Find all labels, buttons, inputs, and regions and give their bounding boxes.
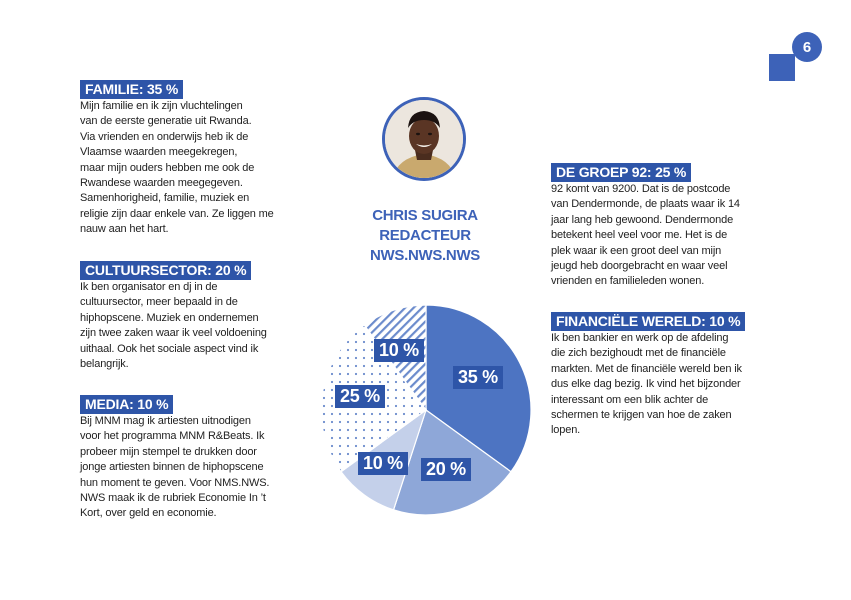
pie-slice-label: 25 % [335, 385, 385, 408]
pie-slice-label: 10 % [358, 452, 408, 475]
profile-org: NWS.NWS.NWS [369, 247, 481, 264]
pie-chart [320, 298, 540, 520]
section-title: FAMILIE: 35 % [80, 80, 183, 99]
profile-photo [382, 97, 466, 181]
section-title: CULTUURSECTOR: 20 % [80, 261, 251, 280]
page-number: 6 [792, 32, 822, 62]
pie-slice-label: 10 % [374, 339, 424, 362]
profile-name: CHRIS SUGIRA [372, 207, 478, 224]
section-body: Ik ben organisator en dj in de cultuursector, meer bepaald in de hiphopscene. Muziek en ondernemen zijn twee zaken waar ik veel voldoening uithaal. Ook het sociale aspect vind ik belangrijk. [80, 281, 267, 371]
pie-slice-label: 20 % [421, 458, 471, 481]
section-title: DE GROEP 92: 25 % [551, 163, 691, 182]
section-body: Ik ben bankier en werk op de afdeling die zich bezighoudt met de financiële markten. Met de financiële wereld ben ik dus elke dag bezig. Ik vind het bijzonder interessant om een blik achter de schermen te krijgen van hoe de zaken lopen. [551, 332, 742, 437]
section-cultuursector [80, 261, 310, 372]
section-body: 92 komt van 9200. Dat is de postcode van Dendermonde, de plaats waar ik 14 jaar lang heb gewoond. Dendermonde betekent heel veel voor me. Het is de plek waar ik een groot deel van mijn jeugd heb doorgebracht en waar veel vrienden en familieleden wonen. [551, 183, 740, 288]
section-title: MEDIA: 10 % [80, 395, 173, 414]
section-financiele-wereld [551, 312, 781, 439]
section-familie [80, 80, 310, 238]
section-body: Mijn familie en ik zijn vluchtelingen van de eerste generatie uit Rwanda. Via vrienden en onderwijs heb ik de Vlaamse waarden meegekregen, maar mijn ouders hebben me ook de Rwandese waarden meegegeven. Samenhorigheid, familie, muziek en religie zijn daar enkele van. Ze liggen me nauw aan het hart. [80, 100, 274, 236]
section-title: FINANCIËLE WERELD: 10 % [551, 312, 745, 331]
section-body: Bij MNM mag ik artiesten uitnodigen voor het programma MNM R&Beats. Ik probeer mijn stempel te drukken door jonge artiesten binnen de hiphopscene hun moment te geven. Voor NMS.NWS. NWS maak ik de rubriek Economie In ’t Kort, over geld en economie. [80, 415, 270, 520]
page-corner-mark [769, 54, 795, 81]
pie-slice-label: 35 % [453, 366, 503, 389]
section-groep92 [551, 163, 781, 290]
profile-caption [340, 206, 510, 266]
profile-role: REDACTEUR [379, 227, 471, 244]
section-media [80, 395, 310, 522]
